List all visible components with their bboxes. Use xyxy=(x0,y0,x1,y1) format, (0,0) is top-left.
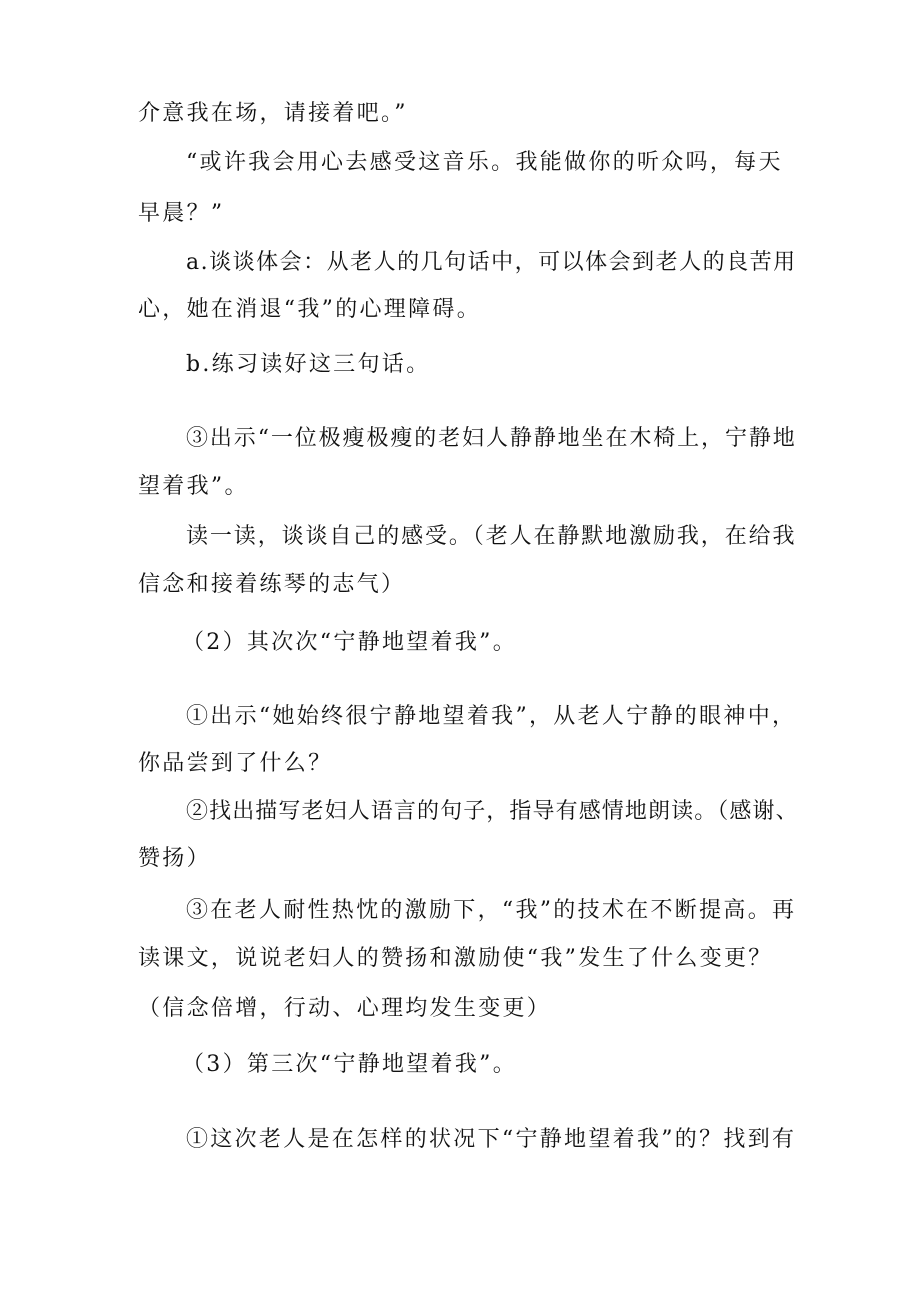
text-line: 信念和接着练琴的志气） xyxy=(138,572,406,597)
text-line: 读一读，谈谈自己的感受。（老人在静默地激励我，在给我 xyxy=(186,524,797,549)
text-line: 早晨？” xyxy=(138,201,225,226)
text-line: 读课文，说说老妇人的赞扬和激励使“我”发生了什么变更？ xyxy=(138,946,773,971)
text-line: 心，她在消退“我”的心理障碍。 xyxy=(138,297,481,322)
text-line: 望着我”。 xyxy=(138,474,249,499)
text-line: （3）第三次“宁静地望着我”。 xyxy=(182,1052,517,1077)
text-line: “或许我会用心去感受这音乐。我能做你的听众吗，每天 xyxy=(186,150,783,175)
text-line: ③在老人耐性热忱的激励下，“我”的技术在不断提高。再 xyxy=(186,898,797,923)
text-line: 介意我在场，请接着吧。” xyxy=(138,101,408,126)
text-line: ③出示“一位极瘦极瘦的老妇人静静地坐在木椅上，宁静地 xyxy=(186,426,797,451)
text-line: （信念倍增，行动、心理均发生变更） xyxy=(138,996,552,1021)
text-line: a.谈谈体会：从老人的几句话中，可以体会到老人的良苦用 xyxy=(186,250,797,275)
text-line: ①出示“她始终很宁静地望着我”，从老人宁静的眼神中， xyxy=(186,704,797,729)
text-line: 赞扬） xyxy=(138,846,211,871)
text-line: ②找出描写老妇人语言的句子，指导有感情地朗读。（感谢、 xyxy=(186,799,799,824)
text-line: b.练习读好这三句话。 xyxy=(186,352,431,377)
text-line: 你品尝到了什么？ xyxy=(138,751,333,776)
text-line: （2）其次次“宁静地望着我”。 xyxy=(182,630,517,655)
text-line: ①这次老人是在怎样的状况下“宁静地望着我”的？找到有 xyxy=(186,1127,797,1152)
